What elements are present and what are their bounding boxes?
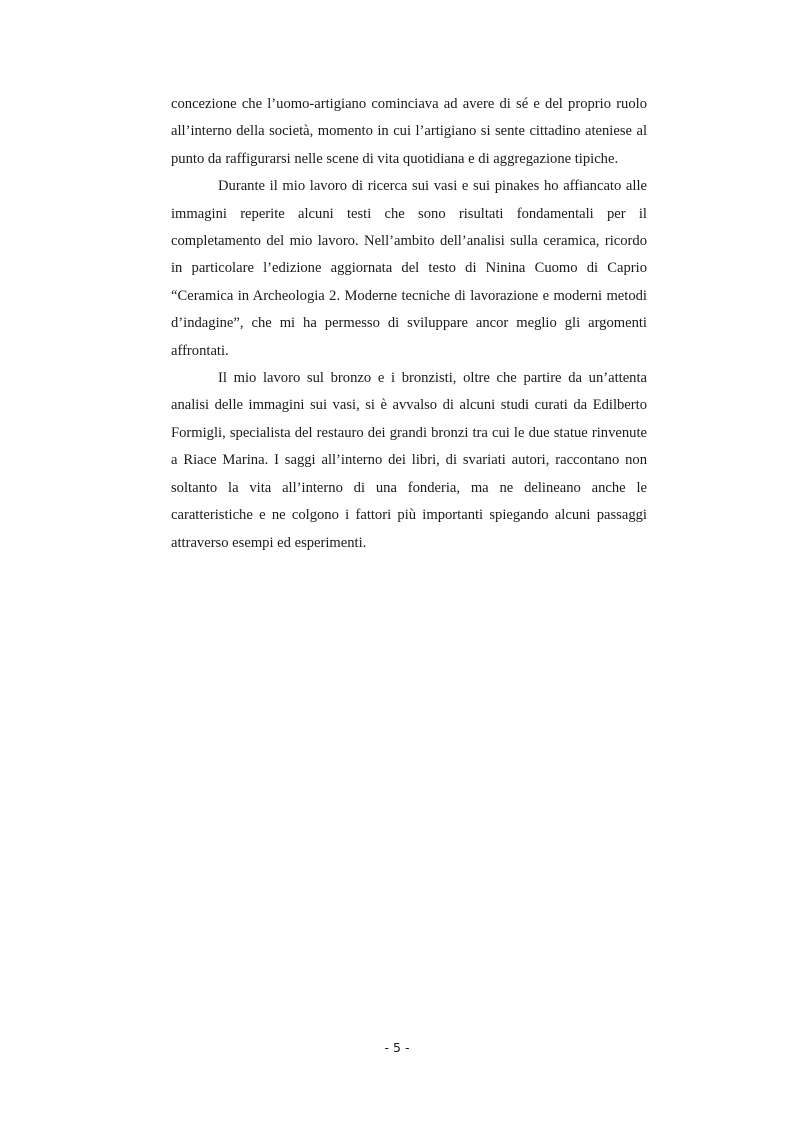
page-number: - 5 - bbox=[384, 1040, 410, 1055]
paragraph-research-sources: Durante il mio lavoro di ricerca sui vasi e sui pinakes ho affiancato alle immagini reperite alcuni testi che sono risultati fondamentali per il completamento del mio lavoro. Nell’ambito dell’analisi sulla ceramica, ricordo in particolare l’edizione aggiornata del testo di Ninina Cuomo di Caprio “Ceramica in Archeologia 2. Moderne tecniche di lavorazione e moderni metodi d’indagine”, che mi ha permesso di sviluppare ancor meglio gli argomenti affrontati. bbox=[171, 178, 647, 359]
body-text bbox=[171, 91, 647, 557]
paragraph-bronze-studies: Il mio lavoro sul bronzo e i bronzisti, oltre che partire da un’attenta analisi delle immagini sui vasi, si è avvalso di alcuni studi curati da Edilberto Formigli, specialista del restauro dei grandi bronzi tra cui le due statue rinvenute a Riace Marina. I saggi all’interno dei libri, di svariati autori, raccontano non soltanto la vita all’interno di una fonderia, ma ne delineano anche le caratteristiche e ne colgono i fattori più importanti spiegando alcuni passaggi attraverso esempi ed esperimenti. bbox=[171, 370, 647, 551]
paragraph-continuation: concezione che l’uomo-artigiano cominciava ad avere di sé e del proprio ruolo all’interno della società, momento in cui l’artigiano si sente cittadino ateniese al punto da raffigurarsi nelle scene di vita quotidiana e di aggregazione tipiche. bbox=[171, 96, 647, 167]
